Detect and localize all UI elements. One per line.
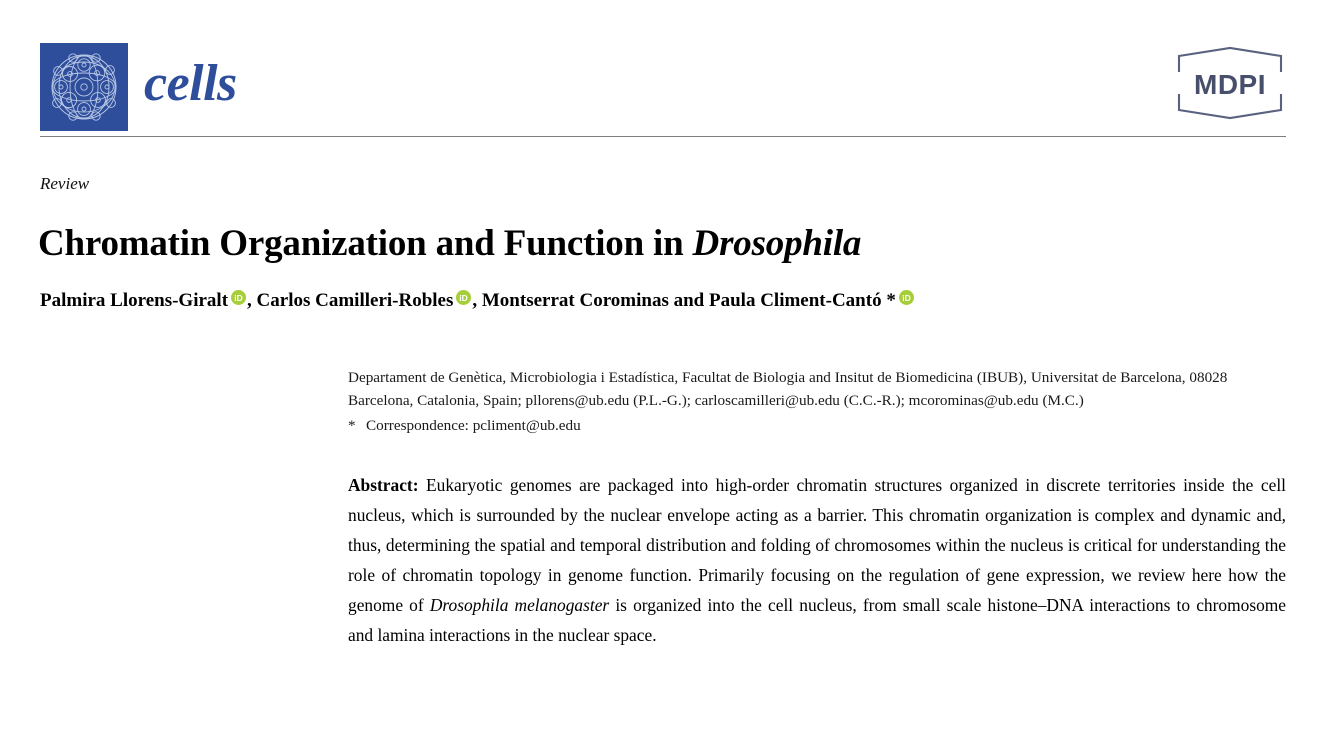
- correspondence-line: [348, 414, 1286, 437]
- correspondence-text: Correspondence: pcliment@ub.edu: [366, 417, 581, 435]
- article-body: [348, 366, 1286, 668]
- page-title: [38, 223, 1188, 266]
- abstract-text-part2: is organized into the cell nucleus, from small scale histone–DNA interactions to chromosome and lamina interactions in the nuclear space.: [348, 595, 1287, 645]
- abstract-paragraph: [348, 471, 1286, 651]
- title-text-species: Drosophila: [692, 222, 862, 264]
- journal-title: cells: [144, 55, 237, 112]
- author-separator: and: [668, 290, 709, 311]
- page-header: [40, 40, 1286, 136]
- cell-cluster-icon: [40, 43, 128, 131]
- header-divider: [40, 136, 1286, 137]
- correspondence-marker: *: [348, 417, 356, 435]
- author-name[interactable]: Carlos Camilleri-Robles: [256, 290, 454, 311]
- article-type-label: Review: [40, 174, 90, 193]
- abstract-text-species: Drosophila melanogaster: [429, 595, 610, 616]
- author-separator: ,: [472, 290, 482, 311]
- author-name[interactable]: Montserrat Corominas: [481, 290, 669, 311]
- author-separator: ,: [247, 290, 257, 311]
- svg-text:iD: iD: [902, 293, 911, 303]
- orcid-id-icon[interactable]: [456, 290, 471, 305]
- author-list: [40, 288, 1290, 314]
- svg-text:iD: iD: [459, 293, 469, 303]
- mdpi-hexagon-icon[interactable]: [1174, 46, 1286, 120]
- journal-branding[interactable]: [40, 43, 237, 131]
- abstract-label: Abstract:: [348, 475, 419, 496]
- abstract-text-part1: Eukaryotic genomes are packaged into high-order chromatin structures organized in discrete territories inside the cell nucleus, which is surrounded by the nuclear envelope acting as a barrier. This chromatin organization is complex and dynamic and, thus, determining the spatial and temporal distribution and folding of chromosomes within the nucleus is critical for understanding the role of chromatin topology in genome function. Primarily focusing on the regulation of gene expression, we review here how the genome of: [348, 475, 1286, 616]
- svg-text:iD: iD: [234, 293, 243, 303]
- author-name[interactable]: Paula Climent-Cantó *: [709, 290, 896, 311]
- author-affiliation: Departament de Genètica, Microbiologia i Estadística, Facultat de Biologia and Insitut de Biomedicina (IBUB), Universitat de Barcelona, 08028 Barcelona, Catalonia, Spain; pllorens@ub.edu (P.L.-G.); carloscamilleri@ub.edu (C.C.-R.); mcorominas@ub.edu (M.C.): [348, 369, 1228, 410]
- svg-text:MDPI: MDPI: [1194, 69, 1266, 100]
- author-name[interactable]: Palmira Llorens-Giralt: [40, 290, 229, 311]
- title-text-main: Chromatin Organization and Function in: [38, 222, 693, 264]
- orcid-id-icon[interactable]: [231, 290, 246, 305]
- orcid-id-icon[interactable]: [899, 290, 914, 305]
